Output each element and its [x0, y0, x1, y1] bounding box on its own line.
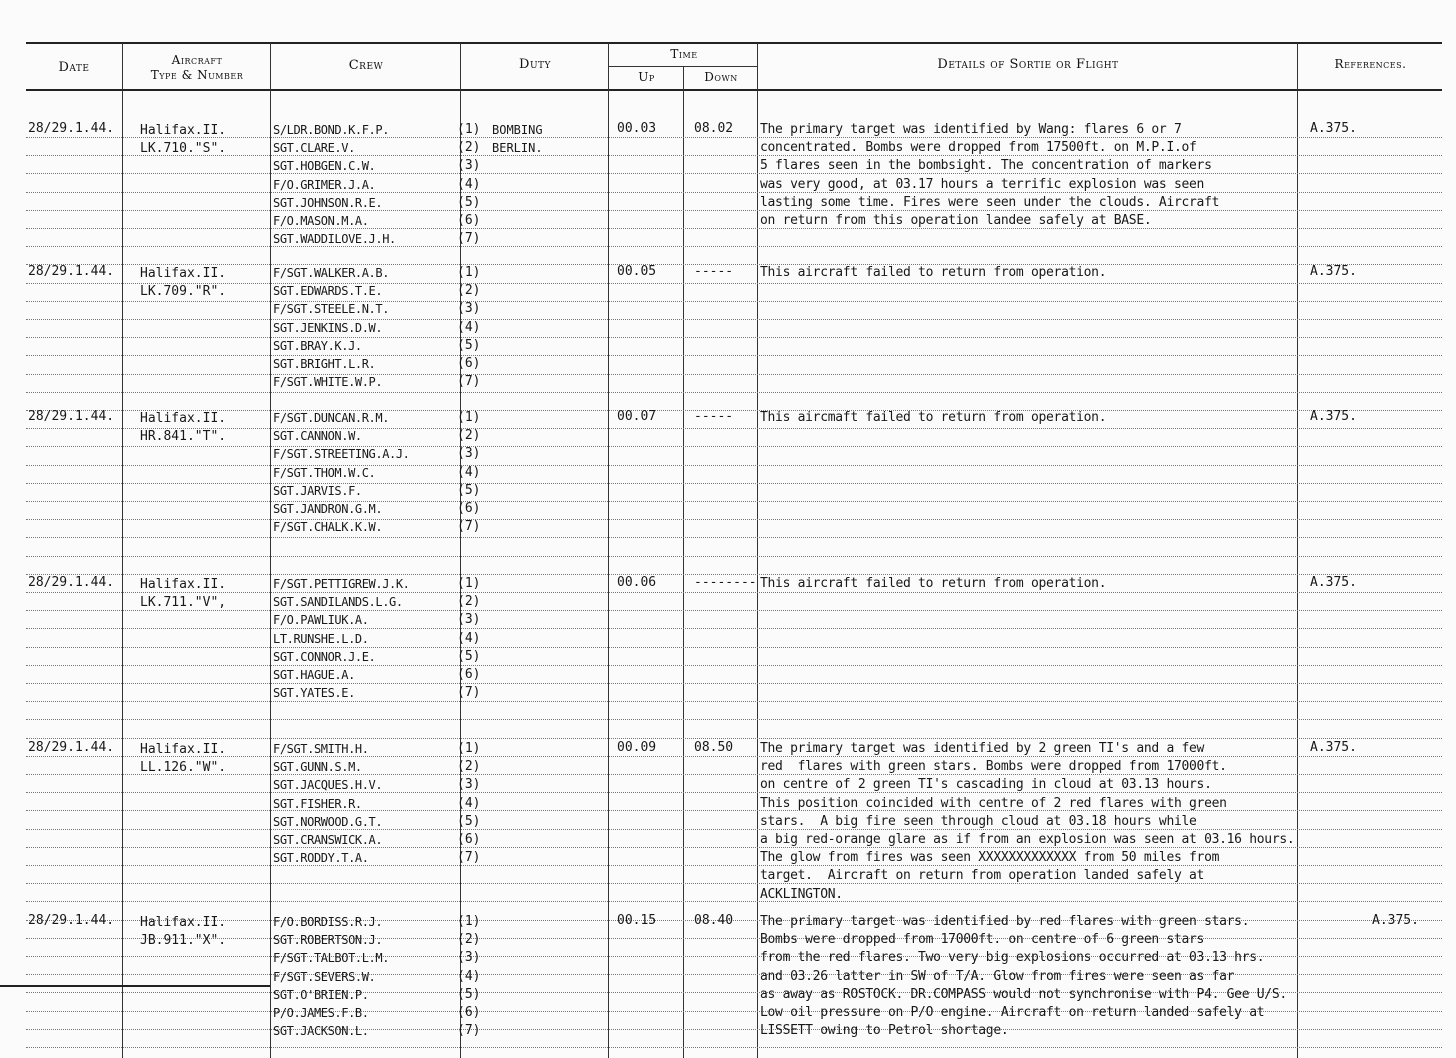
crew-member: F/SGT.STEELE.N.T.	[273, 302, 390, 317]
sortie-date: 28/29.1.44.	[28, 264, 115, 279]
details-line: on centre of 2 green TI's cascading in cloud at 03.13 hours.	[760, 777, 1212, 793]
crew-position-number: (5)	[457, 648, 481, 664]
time-up: 00.05	[617, 264, 657, 279]
crew-position-numbers	[457, 264, 480, 391]
crew-position-number: (2)	[457, 140, 481, 156]
ruled-line	[26, 665, 1442, 666]
details-line: lasting some time. Fires were seen under the clouds. Aircraft	[760, 194, 1220, 210]
crew-position-number: (4)	[457, 968, 481, 984]
crew-member: SGT.RODDY.T.A.	[273, 851, 369, 866]
header-duty: Duty	[519, 57, 551, 72]
details-line: This aircmaft failed to return from operation.	[760, 410, 1107, 425]
details-line: 5 flares seen in the bombsight. The concentration of markers	[760, 158, 1212, 174]
sortie-reference: A.375.	[1310, 264, 1357, 279]
crew-position-number: (3)	[457, 777, 481, 793]
details-line: from the red flares. Two very big explosions occurred at 03.13 hrs.	[760, 950, 1265, 966]
aircraft-number: LK.711."V",	[140, 595, 227, 610]
crew-position-numbers	[457, 913, 480, 1040]
ruled-line	[26, 519, 1442, 520]
column-rule-date	[122, 43, 123, 1058]
time-down: -----	[694, 264, 734, 279]
ruled-line	[26, 446, 1442, 447]
crew-position-number: (5)	[457, 986, 481, 1002]
crew-member: F/SGT.SEVERS.W.	[273, 969, 376, 984]
header-time: Time	[670, 47, 698, 61]
crew-position-number: (6)	[457, 355, 481, 371]
crew-member: SGT.BRIGHT.L.R.	[273, 356, 376, 371]
crew-member: P/O.JAMES.F.B.	[273, 1005, 369, 1020]
crew-position-number: (5)	[457, 482, 481, 498]
aircraft-type: Halifax.II.	[140, 123, 227, 138]
aircraft-type: Halifax.II.	[140, 742, 227, 757]
ruled-line	[26, 628, 1442, 629]
header-details: Details of Sortie or Flight	[937, 57, 1119, 72]
crew-position-numbers	[457, 575, 480, 702]
ruled-line	[26, 155, 1442, 156]
crew-position-numbers	[457, 740, 480, 867]
crew-member: SGT.ROBERTSON.J.	[273, 933, 383, 948]
crew-position-number: (3)	[457, 950, 481, 966]
crew-list	[273, 575, 410, 702]
crew-position-number: (4)	[457, 795, 481, 811]
crew-position-number: (3)	[457, 301, 481, 317]
details-line: as away as ROSTOCK. DR.COMPASS would not synchronise with P4. Gee U/S.	[760, 986, 1287, 1002]
crew-member: SGT.HOBGEN.C.W.	[273, 159, 376, 174]
time-up: 00.06	[617, 575, 657, 590]
crew-member: SGT.CRANSWICK.A.	[273, 832, 383, 847]
ruled-line	[26, 647, 1442, 648]
column-rule-time	[757, 43, 758, 1058]
crew-list	[273, 740, 382, 867]
ruled-line	[26, 210, 1442, 211]
ruled-line	[26, 228, 1442, 229]
ruled-line	[26, 610, 1442, 611]
crew-member: SGT.BRAY.K.J.	[273, 338, 362, 353]
header-aircraft	[124, 53, 270, 83]
crew-member: LT.RUNSHE.L.D.	[273, 631, 369, 646]
crew-member: SGT.WADDILOVE.J.H.	[273, 232, 396, 247]
aircraft-type: Halifax.II.	[140, 577, 227, 592]
time-down: 08.40	[694, 913, 734, 928]
sortie-details	[760, 575, 1106, 593]
column-rule-aircraft	[270, 43, 271, 1058]
crew-position-number: (7)	[457, 231, 481, 247]
sortie-date: 28/29.1.44.	[28, 575, 115, 590]
crew-position-number: (7)	[457, 685, 481, 701]
sortie-date: 28/29.1.44.	[28, 913, 115, 928]
time-down: -----	[694, 409, 734, 424]
crew-member: F/O.BORDISS.R.J.	[273, 915, 383, 929]
ruled-line	[26, 246, 1442, 247]
crew-member: F/O.MASON.M.A.	[273, 213, 369, 228]
ruled-line	[26, 137, 1442, 138]
crew-position-number: (5)	[457, 194, 481, 210]
details-line: Low oil pressure on P/O engine. Aircraft on return landed safely at	[760, 1004, 1265, 1020]
details-line: The glow from fires was seen XXXXXXXXXXXXX from 50 miles from	[760, 850, 1220, 866]
details-line: This aircraft failed to return from operation.	[760, 576, 1107, 591]
crew-position-number: (7)	[457, 1023, 481, 1039]
ruled-line	[26, 683, 1442, 684]
details-line: on return from this operation landee safely at BASE.	[760, 212, 1152, 228]
crew-position-number: (7)	[457, 850, 481, 866]
sortie-reference: A.375.	[1310, 740, 1357, 755]
crew-list	[273, 264, 389, 391]
crew-position-number: (3)	[457, 612, 481, 628]
ruled-line	[26, 355, 1442, 356]
crew-member: F/SGT.DUNCAN.R.M.	[273, 411, 390, 425]
sortie-reference: A.375.	[1310, 121, 1357, 136]
ruled-line	[26, 319, 1442, 320]
ruled-line	[26, 738, 1442, 739]
sortie-details	[760, 740, 1294, 904]
crew-position-number: (2)	[457, 932, 481, 948]
crew-position-number: (2)	[457, 594, 481, 610]
sortie-details	[760, 264, 1106, 282]
details-line: The primary target was identified by Wang: flares 6 or 7	[760, 122, 1182, 137]
crew-position-number: (6)	[457, 831, 481, 847]
details-line: ACKLINGTON.	[760, 886, 843, 902]
crew-position-number: (3)	[457, 446, 481, 462]
ruled-line	[26, 337, 1442, 338]
crew-member: SGT.CLARE.V.	[273, 141, 355, 156]
ruled-line	[26, 392, 1442, 393]
crew-position-number: (1)	[457, 914, 481, 929]
header-down: Down	[704, 70, 738, 84]
crew-position-number: (4)	[457, 176, 481, 192]
sortie-reference: A.375.	[1310, 409, 1357, 424]
header-aircraft-label: Aircraft	[171, 53, 223, 67]
crew-member: SGT.JOHNSON.R.E.	[273, 195, 383, 210]
crew-member: SGT.SANDILANDS.L.G.	[273, 595, 403, 610]
crew-member: SGT.JANDRON.G.M.	[273, 501, 383, 516]
crew-position-number: (1)	[457, 410, 481, 425]
ruled-line	[26, 501, 1442, 502]
crew-position-numbers	[457, 409, 480, 536]
aircraft-number: LK.709."R".	[140, 284, 227, 299]
ruled-line	[26, 1047, 1442, 1048]
time-down: --------	[694, 575, 757, 590]
header-references: References.	[1334, 57, 1407, 71]
details-line: This aircraft failed to return from operation.	[760, 265, 1107, 280]
time-up: 00.09	[617, 740, 657, 755]
crew-position-number: (4)	[457, 630, 481, 646]
crew-position-number: (6)	[457, 212, 481, 228]
aircraft-number: HR.841."T".	[140, 429, 227, 444]
duty-line: BERLIN.	[492, 141, 543, 156]
ruled-line	[26, 301, 1442, 302]
crew-member: SGT.GUNN.S.M.	[273, 760, 362, 775]
ruled-line	[26, 537, 1442, 538]
sortie-details	[760, 409, 1106, 427]
crew-member: SGT.JACKSON.L.	[273, 1024, 369, 1039]
details-line: stars. A big fire seen through cloud at 03.18 hours while	[760, 813, 1197, 829]
crew-position-numbers	[457, 121, 480, 248]
time-up: 00.03	[617, 121, 657, 136]
crew-member: SGT.HAGUE.A.	[273, 667, 355, 682]
ruled-line	[26, 173, 1442, 174]
details-line: was very good, at 03.17 hours a terrific explosion was seen	[760, 176, 1205, 192]
crew-member: SGT.O'BRIEN.P.	[273, 987, 369, 1002]
header-date: Date	[58, 60, 90, 75]
details-line: LISSETT owing to Petrol shortage.	[760, 1023, 1009, 1039]
time-up: 00.07	[617, 409, 657, 424]
crew-list	[273, 409, 410, 536]
crew-position-number: (5)	[457, 337, 481, 353]
details-line: red flares with green stars. Bombs were dropped from 17000ft.	[760, 759, 1227, 775]
details-line: Bombs were dropped from 17000ft. on centre of 6 green stars	[760, 932, 1205, 948]
header-up: Up	[638, 70, 655, 84]
crew-position-number: (3)	[457, 158, 481, 174]
crew-position-number: (1)	[457, 122, 481, 137]
crew-position-number: (4)	[457, 464, 481, 480]
time-up: 00.15	[617, 913, 657, 928]
crew-position-number: (5)	[457, 813, 481, 829]
crew-member: F/SGT.THOM.W.C.	[273, 465, 376, 480]
crew-member: SGT.CANNON.W.	[273, 429, 362, 444]
crew-member: F/O.PAWLIUK.A.	[273, 613, 369, 628]
details-line: and 03.26 latter in SW of T/A. Glow from fires were seen as far	[760, 968, 1235, 984]
crew-position-number: (6)	[457, 1004, 481, 1020]
crew-position-number: (4)	[457, 319, 481, 335]
crew-member: SGT.FISHER.R.	[273, 796, 362, 811]
crew-position-number: (1)	[457, 265, 481, 280]
crew-member: F/SGT.WALKER.A.B.	[273, 266, 390, 280]
sortie-reference: A.375.	[1310, 575, 1357, 590]
crew-member: F/SGT.SMITH.H.	[273, 742, 369, 756]
crew-member: S/LDR.BOND.K.F.P.	[273, 123, 390, 137]
ruled-line	[26, 483, 1442, 484]
details-line: This position coincided with centre of 2 red flares with green	[760, 795, 1227, 811]
aircraft-number: JB.911."X".	[140, 933, 227, 948]
page-bottom-rule	[0, 985, 270, 987]
crew-member: F/SGT.TALBOT.L.M.	[273, 951, 390, 966]
crew-member: SGT.JARVIS.F.	[273, 483, 362, 498]
crew-member: SGT.CONNOR.J.E.	[273, 649, 376, 664]
crew-member: F/SGT.STREETING.A.J.	[273, 447, 410, 462]
column-rule-details	[1297, 43, 1298, 1058]
sortie-reference: A.375.	[1372, 913, 1419, 928]
column-rule-duty	[608, 43, 609, 1058]
ruled-line	[26, 192, 1442, 193]
header-top-rule	[26, 42, 1442, 44]
aircraft-type: Halifax.II.	[140, 411, 227, 426]
crew-member: SGT.EDWARDS.T.E.	[273, 284, 383, 299]
ruled-line	[26, 264, 1442, 265]
crew-position-number: (6)	[457, 500, 481, 516]
ruled-line	[26, 374, 1442, 375]
crew-member: F/O.GRIMER.J.A.	[273, 177, 376, 192]
crew-position-number: (2)	[457, 283, 481, 299]
sortie-date: 28/29.1.44.	[28, 121, 115, 136]
details-line: The primary target was identified by red flares with green stars.	[760, 914, 1250, 929]
sortie-details	[760, 913, 1287, 1040]
crew-position-number: (1)	[457, 576, 481, 591]
crew-list	[273, 913, 389, 1040]
details-line: concentrated. Bombs were dropped from 17500ft. on M.P.I.of	[760, 140, 1197, 156]
crew-member: SGT.JACQUES.H.V.	[273, 778, 383, 793]
crew-member: SGT.JENKINS.D.W.	[273, 320, 383, 335]
crew-position-number: (7)	[457, 374, 481, 390]
sortie-date: 28/29.1.44.	[28, 409, 115, 424]
crew-position-number: (1)	[457, 741, 481, 756]
crew-member: F/SGT.PETTIGREW.J.K.	[273, 577, 410, 591]
crew-position-number: (7)	[457, 519, 481, 535]
crew-list	[273, 121, 396, 248]
time-down: 08.02	[694, 121, 734, 136]
header-type-number: Type & Number	[150, 68, 244, 82]
ruled-line	[26, 701, 1442, 702]
ruled-line	[26, 428, 1442, 429]
crew-position-number: (6)	[457, 666, 481, 682]
aircraft-type: Halifax.II.	[140, 915, 227, 930]
details-line: The primary target was identified by 2 green TI's and a few	[760, 741, 1205, 756]
crew-member: F/SGT.CHALK.K.W.	[273, 520, 383, 535]
ruled-line	[26, 719, 1442, 720]
crew-position-number: (2)	[457, 428, 481, 444]
ruled-line	[26, 410, 1442, 411]
crew-member: SGT.NORWOOD.G.T.	[273, 814, 383, 829]
crew-member: SGT.YATES.E.	[273, 686, 355, 701]
ruled-line	[26, 556, 1442, 557]
duty-line: BOMBING	[492, 123, 543, 137]
crew-position-number: (2)	[457, 759, 481, 775]
crew-member: F/SGT.WHITE.W.P.	[273, 375, 383, 390]
time-down: 08.50	[694, 740, 734, 755]
sortie-date: 28/29.1.44.	[28, 740, 115, 755]
details-line: target. Aircraft on return from operation landed safely at	[760, 868, 1205, 884]
ruled-line	[26, 465, 1442, 466]
aircraft-number: LL.126."W".	[140, 760, 227, 775]
header-bottom-rule	[26, 89, 1442, 91]
details-line: a big red-orange glare as if from an explosion was seen at 03.16 hours.	[760, 831, 1295, 847]
header-crew: Crew	[348, 58, 384, 73]
sortie-details	[760, 121, 1219, 230]
ruled-line	[26, 283, 1442, 284]
aircraft-type: Halifax.II.	[140, 266, 227, 281]
column-rule-up	[683, 66, 684, 1058]
aircraft-number: LK.710."S".	[140, 141, 227, 156]
